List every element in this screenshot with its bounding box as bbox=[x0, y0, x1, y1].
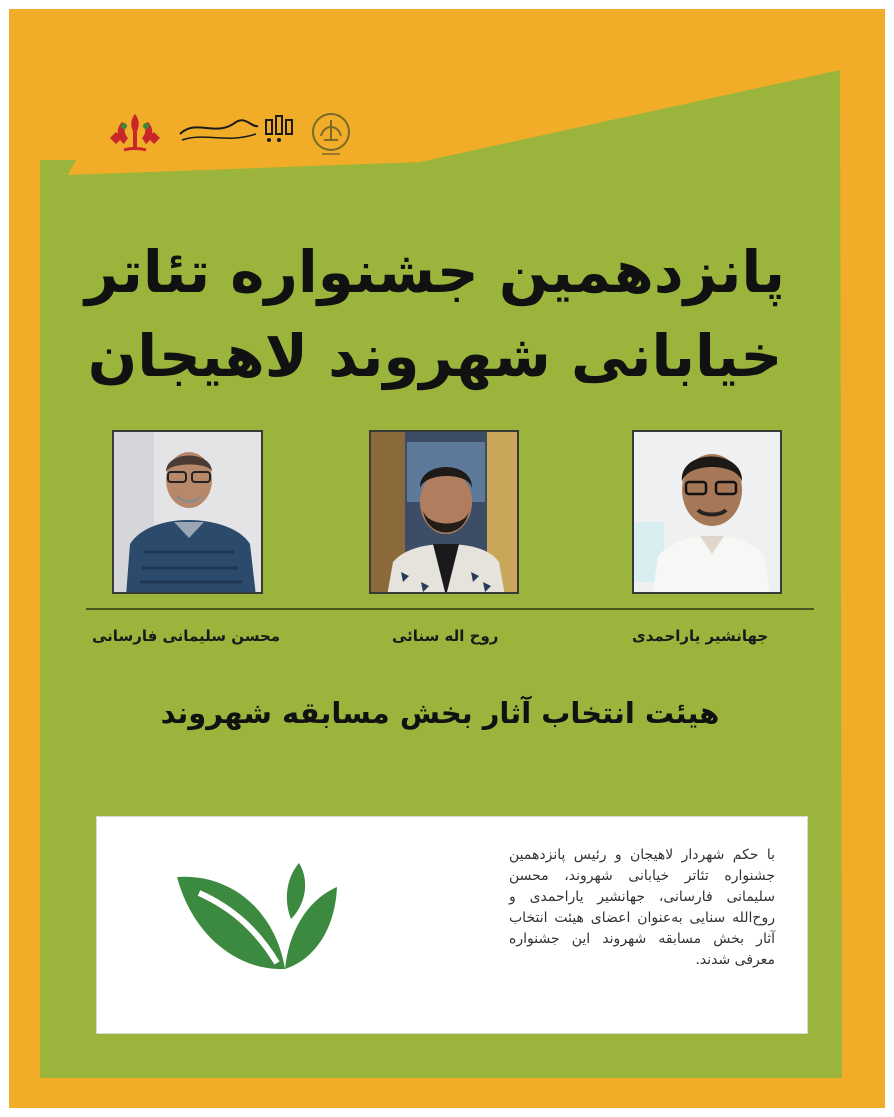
divider bbox=[86, 608, 814, 610]
jury-photo-jahanshir bbox=[632, 430, 782, 594]
jury-name-jahanshir: جهانشیر یاراحمدی bbox=[632, 627, 769, 645]
shahrvand-leaf-logo bbox=[159, 859, 339, 995]
festival-title-line-1: پانزدهمین جشنواره تئاتر bbox=[85, 238, 785, 306]
jury-photo-mohsen bbox=[112, 430, 263, 594]
jury-panel-title: هیئت انتخاب آثار بخش مسابقه شهروند bbox=[160, 696, 720, 730]
iran-emblem-icon bbox=[104, 108, 166, 158]
info-box bbox=[96, 816, 808, 1034]
namayesh-association-logo bbox=[176, 108, 298, 148]
festival-title-line-2: خیابانی شهروند لاهیجان bbox=[87, 322, 783, 390]
lahijan-municipality-logo bbox=[308, 110, 354, 158]
announcement-text: با حکم شهردار لاهیجان و رئیس پانزدهمین جشنواره تئاتر خیابانی شهروند، محسن سلیمانی فارسانی، جهانشیر یاراحمدی و روح‌الله سنایی به‌عنوان اعضای هیئت انتخاب آثار بخش مسابقه شهروند این جشنواره معرفی شدند. bbox=[509, 847, 775, 968]
jury-name-rouhollah: روح اله سنائی bbox=[392, 627, 499, 645]
jury-photo-rouhollah bbox=[369, 430, 519, 594]
jury-name-mohsen: محسن سلیمانی فارسانی bbox=[92, 627, 281, 645]
